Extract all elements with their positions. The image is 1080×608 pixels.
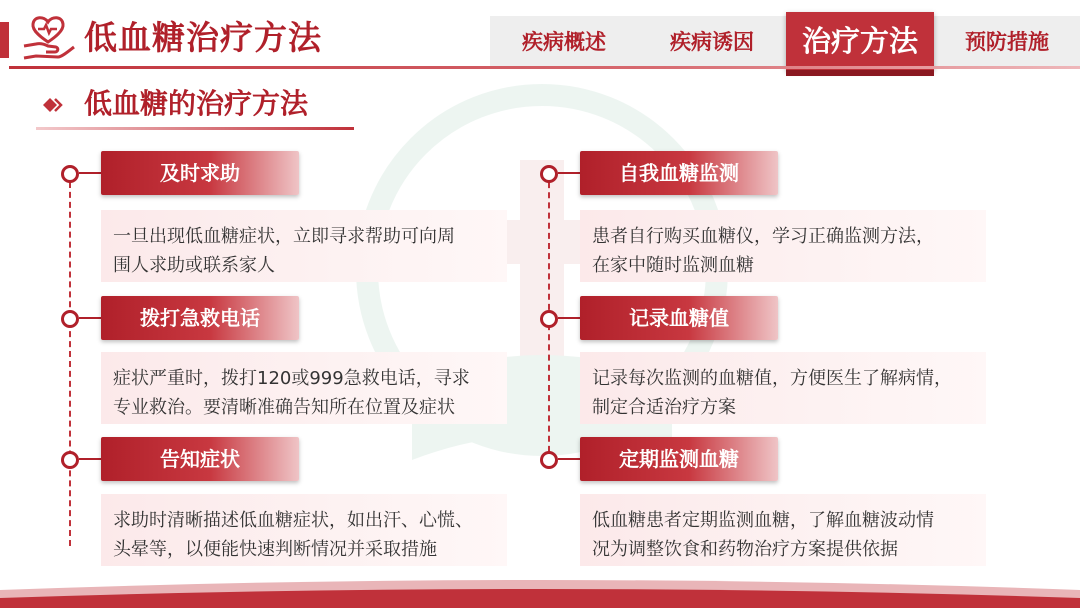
item-description [580,352,986,424]
item-title-pill: 自我血糖监测 [580,151,778,195]
timeline-connector [79,317,103,319]
bottom-wave-band [0,570,1080,608]
item-description [101,494,507,566]
tab-disease-overview[interactable]: 疾病概述 [522,30,606,54]
description-line: 一旦出现低血糖症状，立即寻求帮助可向周 [113,226,455,247]
timeline-node [540,451,558,469]
description-line: 记录每次监测的血糖值，方便医生了解病情， [592,368,952,389]
timeline-node [61,310,79,328]
item-description [101,210,507,282]
description-line: 在家中随时监测血糖 [592,255,754,276]
timeline-node [61,165,79,183]
timeline-connector [79,172,103,174]
description-line: 况为调整饮食和药物治疗方案提供依据 [592,539,898,560]
section-title: 低血糖的治疗方法 [84,87,309,120]
description-line: 制定合适治疗方案 [592,397,736,418]
tab-prevention-measures[interactable]: 预防措施 [965,30,1049,54]
tab-disease-causes[interactable]: 疾病诱因 [670,30,754,54]
timeline-connector [558,458,582,460]
timeline-connector [558,172,582,174]
item-title-pill: 及时求助 [101,151,299,195]
tab-treatment-methods[interactable]: 治疗方法 [786,12,934,70]
item-title-pill: 拨打急救电话 [101,296,299,340]
description-line: 患者自行购买血糖仪，学习正确监测方法， [592,226,934,247]
diamond-arrow-icon [41,92,63,118]
item-description [101,352,507,424]
description-line: 围人求助或联系家人 [113,255,275,276]
header-accent-bar [0,22,9,58]
timeline-node [540,165,558,183]
section-underline [36,127,354,130]
heart-hand-icon [22,14,76,62]
timeline-node [61,451,79,469]
timeline-connector [558,317,582,319]
header-divider [9,66,1080,69]
item-title-pill: 定期监测血糖 [580,437,778,481]
timeline-connector [79,458,103,460]
description-line: 专业救治。要清晰准确告知所在位置及症状 [113,397,455,418]
description-line: 求助时清晰描述低血糖症状，如出汗、心慌、 [113,510,473,531]
page-title: 低血糖治疗方法 [84,18,322,57]
item-title-pill: 记录血糖值 [580,296,778,340]
left-timeline [69,172,71,546]
description-line: 症状严重时，拨打120或999急救电话，寻求 [113,368,470,389]
description-line: 低血糖患者定期监测血糖，了解血糖波动情 [592,510,934,531]
item-description [580,210,986,282]
item-title-pill: 告知症状 [101,437,299,481]
item-description [580,494,986,566]
description-line: 头晕等，以便能快速判断情况并采取措施 [113,539,437,560]
timeline-node [540,310,558,328]
